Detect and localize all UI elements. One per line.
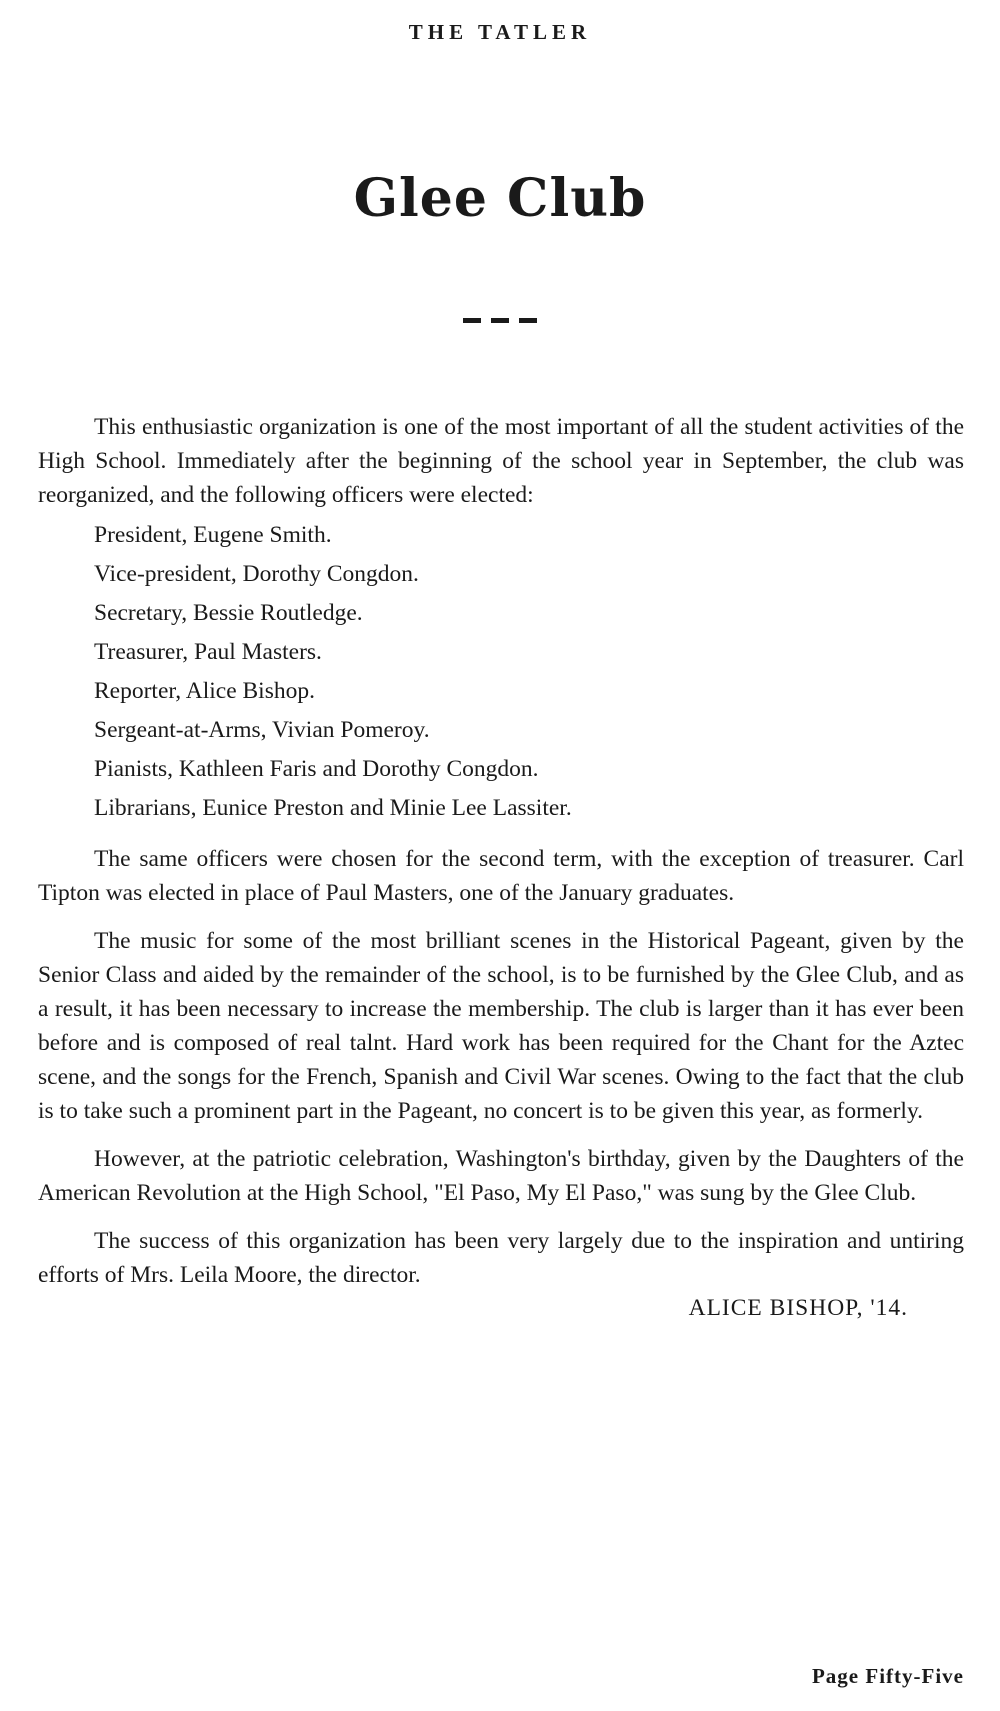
intro-paragraph: This enthusiastic organization is one of the most important of all the student activities of the High School. Immediately after the beginning of the school year in September, the club was reorganized, and the following officers were elected:: [38, 414, 964, 508]
officer-item: Reporter, Alice Bishop.: [94, 678, 315, 704]
celebration-paragraph: However, at the patriotic celebration, Washington's birthday, given by the Daughters of the American Revolution at the High School, "El Paso, My El Paso," was sung by the Glee Club.: [38, 1146, 964, 1206]
officer-item: Librarians, Eunice Preston and Minie Lee Lassiter.: [94, 795, 572, 821]
article-body: [38, 410, 964, 1324]
page-number: Page Fifty-Five: [811, 1664, 964, 1688]
page-title: Glee Club: [353, 168, 647, 229]
closing-paragraph: The success of this organization has been very largely due to the inspiration and untiring efforts of Mrs. Leila Moore, the director.: [38, 1228, 964, 1288]
officer-item: Vice-president, Dorothy Congdon.: [94, 561, 419, 587]
running-title: THE TATLER: [408, 20, 592, 44]
pageant-paragraph: The music for some of the most brilliant scenes in the Historical Pageant, given by the Senior Class and aided by the remainder of the school, is to be furnished by the Glee Club, and as a result, it has been necessary to increase the membership. The club is larger than it has ever been before and is composed of real talnt. Hard work has been required for the Chant for the Aztec scene, and the songs for the French, Spanish and Civil War scenes. Owing to the fact that the club is to take such a prominent part in the Pageant, no concert is to be given this year, as formerly.: [38, 928, 964, 1124]
ornament-dash: [463, 318, 481, 323]
officers-list: [38, 516, 964, 828]
ornament-dash: [519, 318, 537, 323]
author-signature: ALICE BISHOP, '14.: [688, 1295, 908, 1321]
officer-item: Sergeant-at-Arms, Vivian Pomeroy.: [94, 717, 430, 743]
ornament-dash: [491, 318, 509, 323]
officer-item: President, Eugene Smith.: [94, 522, 332, 548]
title-ornament-divider: [463, 318, 537, 324]
officer-item: Pianists, Kathleen Faris and Dorothy Congdon.: [94, 756, 539, 782]
officer-item: Secretary, Bessie Routledge.: [94, 600, 363, 626]
second-term-paragraph: The same officers were chosen for the second term, with the exception of treasurer. Carl Tipton was elected in place of Paul Masters, one of the January graduates.: [38, 846, 964, 906]
officer-item: Treasurer, Paul Masters.: [94, 639, 322, 665]
